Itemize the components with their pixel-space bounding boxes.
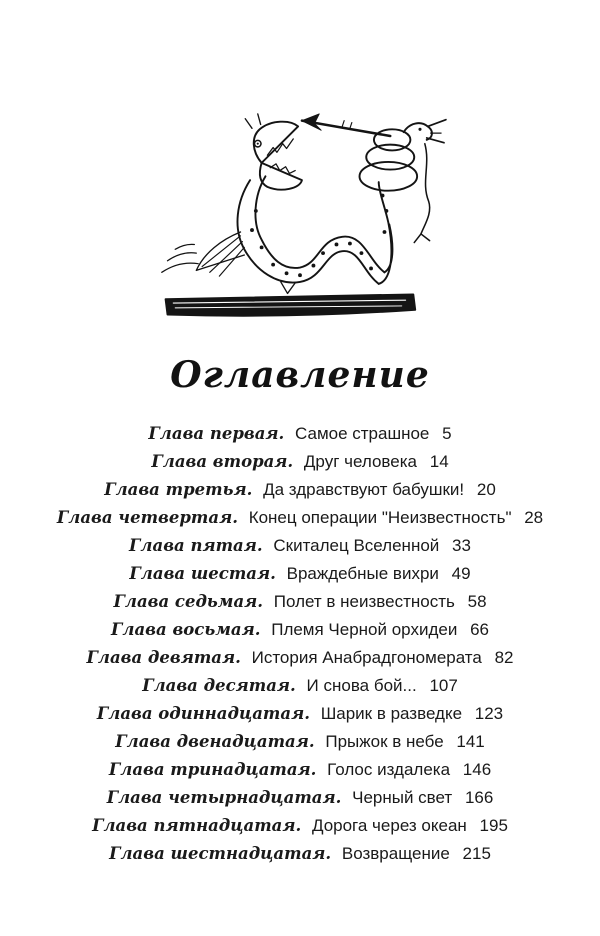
toc-page-number: 49 xyxy=(451,564,471,583)
toc-chapter-title: Племя Черной орхидеи xyxy=(271,620,458,639)
toc-chapter-title: Друг человека xyxy=(303,452,417,471)
toc-chapter-label: Глава шестая. xyxy=(129,564,276,583)
toc-chapter-label: Глава четырнадцатая. xyxy=(106,788,342,807)
toc-page-number: 146 xyxy=(462,760,492,779)
toc-page-number: 66 xyxy=(470,620,489,639)
toc-chapter-label: Глава пятнадцатая. xyxy=(92,816,302,835)
toc-entry xyxy=(0,448,600,476)
toc-entry xyxy=(0,756,600,784)
toc-entry xyxy=(0,476,600,504)
toc-chapter-title: Шарик в разведке xyxy=(320,704,463,723)
toc-page-number: 141 xyxy=(456,732,485,751)
toc-chapter-label: Глава вторая. xyxy=(151,452,294,471)
toc-chapter-title: Враждебные вихри xyxy=(286,564,439,583)
toc-chapter-label: Глава десятая. xyxy=(142,676,296,695)
toc-chapter-label: Глава четвертая. xyxy=(56,508,238,527)
toc-chapter-label: Глава шестнадцатая. xyxy=(109,844,332,863)
toc-chapter-label: Глава третья. xyxy=(104,480,253,499)
toc-page-number: 20 xyxy=(476,480,496,499)
toc-entry xyxy=(0,616,600,644)
toc-page-number: 14 xyxy=(429,452,449,471)
toc-entry xyxy=(0,672,600,700)
toc-chapter-label: Глава первая. xyxy=(148,424,285,443)
toc-entry xyxy=(0,644,600,672)
toc-page-number: 195 xyxy=(479,816,508,835)
toc-page-number: 5 xyxy=(442,424,452,443)
toc-chapter-label: Глава восьмая. xyxy=(111,620,261,639)
toc-chapter-label: Глава одиннадцатая. xyxy=(96,704,310,723)
toc-chapter-title: Скиталец Вселенной xyxy=(273,536,440,555)
toc-page-number: 123 xyxy=(474,704,504,723)
toc-chapter-label: Глава двенадцатая. xyxy=(115,732,315,751)
toc-page-number: 33 xyxy=(452,536,471,555)
toc-entry xyxy=(0,812,600,840)
toc-chapter-title: Конец операции "Неизвестность" xyxy=(248,508,512,527)
toc-chapter-label: Глава седьмая. xyxy=(113,592,264,611)
toc-list xyxy=(0,420,600,868)
toc-chapter-title: История Анабрадгономерата xyxy=(251,648,482,667)
toc-chapter-title: Самое страшное xyxy=(295,424,430,443)
toc-page-number: 28 xyxy=(524,508,544,527)
toc-entry xyxy=(0,560,600,588)
toc-chapter-title: Дорога через океан xyxy=(311,816,467,835)
toc-entry xyxy=(0,532,600,560)
page-title: Оглавление xyxy=(170,354,430,396)
toc-entry xyxy=(0,588,600,616)
sea-serpent-illustration xyxy=(135,88,465,328)
toc-chapter-title: Черный свет xyxy=(352,788,453,807)
toc-entry xyxy=(0,420,600,448)
toc-chapter-title: Да здравствуют бабушки! xyxy=(263,480,465,499)
toc-chapter-title: Прыжок в небе xyxy=(325,732,444,751)
toc-chapter-label: Глава пятая. xyxy=(129,536,263,555)
toc-page-number: 58 xyxy=(467,592,487,611)
toc-chapter-title: Возвращение xyxy=(341,844,450,863)
toc-chapter-label: Глава девятая. xyxy=(86,648,241,667)
toc-entry xyxy=(0,784,600,812)
toc-chapter-title: Полет в неизвестность xyxy=(273,592,455,611)
toc-chapter-label: Глава тринадцатая. xyxy=(108,760,317,779)
toc-page-number: 166 xyxy=(464,788,494,807)
toc-entry xyxy=(0,700,600,728)
toc-entry xyxy=(0,840,600,868)
toc-chapter-title: И снова бой... xyxy=(306,676,417,695)
toc-page-number: 82 xyxy=(494,648,514,667)
toc-entry xyxy=(0,728,600,756)
toc-entry xyxy=(0,504,600,532)
toc-chapter-title: Голос издалека xyxy=(327,760,451,779)
toc-page-number: 107 xyxy=(429,676,458,695)
sea-serpent-drawing xyxy=(135,88,465,328)
toc-page-number: 215 xyxy=(462,844,491,863)
